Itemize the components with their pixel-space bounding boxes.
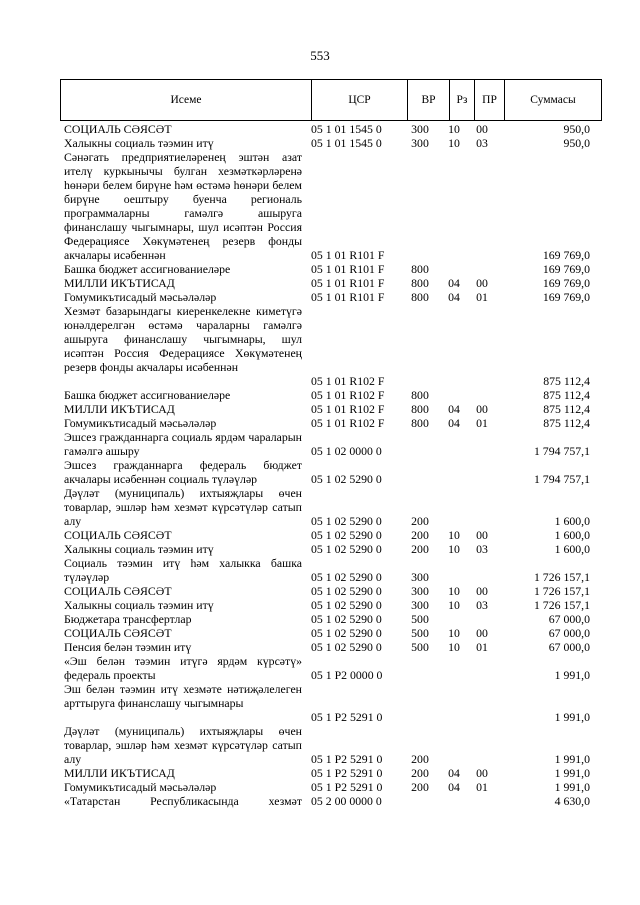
table-row: [0, 542, 640, 556]
row-csr: 05 1 P2 0000 0: [311, 668, 383, 682]
row-vr: 200: [411, 766, 429, 780]
row-vr: 500: [411, 626, 429, 640]
row-sum: 4 630,0: [554, 794, 590, 808]
row-rz: 04: [448, 766, 460, 780]
row-pr: 00: [476, 276, 488, 290]
row-name: Дәүләт (муниципаль) ихтыяҗлары өчен товарлар, эшләр һәм хезмәт күрсәтүләр сатып алу: [64, 724, 302, 766]
row-vr: 800: [411, 262, 429, 276]
row-pr: 01: [476, 416, 488, 430]
row-vr: 300: [411, 136, 429, 150]
row-name: Халыкны социаль тәэмин итү: [64, 136, 214, 150]
row-name: Эшсез гражданнарга федераль бюджет акчалары исәбеннән социаль түләүләр: [64, 458, 302, 486]
table-row: [0, 654, 640, 682]
row-csr: 05 1 02 5290 0: [311, 528, 382, 542]
row-sum: 1 991,0: [554, 766, 590, 780]
table-row: [0, 262, 640, 276]
row-csr: 05 1 01 1545 0: [311, 122, 382, 136]
row-rz: 04: [448, 402, 460, 416]
row-pr: 00: [476, 402, 488, 416]
row-rz: 10: [448, 122, 460, 136]
row-csr: 05 1 01 R102 F: [311, 388, 385, 402]
table-row: [0, 626, 640, 640]
row-sum: 1 726 157,1: [533, 598, 590, 612]
table-row: [0, 556, 640, 584]
row-pr: 03: [476, 542, 488, 556]
row-pr: 03: [476, 136, 488, 150]
row-csr: 05 1 P2 5291 0: [311, 710, 383, 724]
row-pr: 01: [476, 640, 488, 654]
row-vr: 300: [411, 570, 429, 584]
row-csr: 05 1 01 R101 F: [311, 248, 385, 262]
row-sum: 67 000,0: [548, 640, 590, 654]
table-row: [0, 122, 640, 136]
table-row: [0, 682, 640, 724]
row-pr: 00: [476, 766, 488, 780]
row-sum: 169 769,0: [542, 276, 590, 290]
row-csr: 05 1 01 R101 F: [311, 276, 385, 290]
row-csr: 05 1 01 1545 0: [311, 136, 382, 150]
row-sum: 1 794 757,1: [533, 444, 590, 458]
row-rz: 04: [448, 416, 460, 430]
row-csr: 05 1 02 0000 0: [311, 444, 382, 458]
row-csr: 05 1 P2 5291 0: [311, 780, 383, 794]
row-rz: 10: [448, 542, 460, 556]
row-sum: 1 726 157,1: [533, 584, 590, 598]
row-name: СОЦИАЛЬ СӘЯСӘТ: [64, 122, 172, 136]
row-name: Социаль тәэмин итү һәм халыкка башка түләүләр: [64, 556, 302, 584]
row-vr: 200: [411, 528, 429, 542]
row-sum: 875 112,4: [543, 416, 590, 430]
row-csr: 05 1 02 5290 0: [311, 542, 382, 556]
row-vr: 800: [411, 402, 429, 416]
header-csr: ЦСР: [311, 80, 407, 120]
row-csr: 05 1 02 5290 0: [311, 640, 382, 654]
row-sum: 1 991,0: [554, 668, 590, 682]
row-rz: 04: [448, 290, 460, 304]
row-pr: 00: [476, 584, 488, 598]
row-sum: 1 991,0: [554, 752, 590, 766]
table-row: [0, 640, 640, 654]
row-vr: 200: [411, 780, 429, 794]
table-body: [0, 122, 640, 808]
table-row: [0, 388, 640, 402]
row-csr: 05 1 P2 5291 0: [311, 766, 383, 780]
row-pr: 03: [476, 598, 488, 612]
table-row: [0, 794, 640, 808]
table-row: [0, 584, 640, 598]
table-row: [0, 528, 640, 542]
row-name: Сәнәгать предприятиеләренең эштән азат ителү куркынычы булган хезмәткәрләренә һөнәри белем бирүне һәм өстәмә һөнәри белем бирүне оештыру буенча региональ программаларны гамәлгә ашыруга финанслашу чыгымнары, шул исәптән Россия Федерациясе Хөкүмәтенең резерв фонды акчалары исәбеннән: [64, 150, 302, 262]
row-rz: 10: [448, 528, 460, 542]
row-csr: 05 1 02 5290 0: [311, 514, 382, 528]
row-name: МИЛЛИ ИКЪТИСАД: [64, 276, 175, 290]
row-sum: 1 726 157,1: [533, 570, 590, 584]
row-sum: 169 769,0: [542, 262, 590, 276]
row-csr: 05 1 01 R101 F: [311, 290, 385, 304]
row-sum: 1 600,0: [554, 528, 590, 542]
row-vr: 300: [411, 598, 429, 612]
row-name: Пенсия белән тәэмин итү: [64, 640, 192, 654]
table-row: [0, 780, 640, 794]
row-csr: 05 1 P2 5291 0: [311, 752, 383, 766]
row-rz: 10: [448, 626, 460, 640]
table-row: [0, 402, 640, 416]
row-sum: 1 991,0: [554, 780, 590, 794]
row-csr: 05 1 01 R101 F: [311, 262, 385, 276]
header-vr: ВР: [407, 80, 449, 120]
table-row: [0, 290, 640, 304]
row-pr: 01: [476, 290, 488, 304]
row-sum: 875 112,4: [543, 402, 590, 416]
row-sum: 875 112,4: [543, 374, 590, 388]
row-name: Гомумикътисадый мәсьәләләр: [64, 780, 217, 794]
row-csr: 05 1 02 5290 0: [311, 584, 382, 598]
row-rz: 10: [448, 640, 460, 654]
row-sum: 1 600,0: [554, 542, 590, 556]
row-name: Башка бюджет ассигнованиеләре: [64, 262, 231, 276]
row-name: Халыкны социаль тәэмин итү: [64, 598, 214, 612]
header-sum: Суммасы: [504, 80, 601, 120]
row-vr: 200: [411, 542, 429, 556]
row-csr: 05 1 02 5290 0: [311, 570, 382, 584]
row-csr: 05 1 02 5290 0: [311, 626, 382, 640]
table-row: [0, 136, 640, 150]
table-row: [0, 150, 640, 262]
row-vr: 800: [411, 416, 429, 430]
table-row: [0, 458, 640, 486]
row-vr: 800: [411, 388, 429, 402]
row-name: Гомумикътисадый мәсьәләләр: [64, 290, 217, 304]
row-vr: 300: [411, 122, 429, 136]
row-sum: 67 000,0: [548, 626, 590, 640]
row-rz: 10: [448, 598, 460, 612]
row-pr: 00: [476, 528, 488, 542]
table-row: [0, 430, 640, 458]
row-rz: 10: [448, 584, 460, 598]
row-sum: 875 112,4: [543, 388, 590, 402]
row-name: Халыкны социаль тәэмин итү: [64, 542, 214, 556]
row-vr: 200: [411, 752, 429, 766]
row-name: Гомумикътисадый мәсьәләләр: [64, 416, 217, 430]
table-row: [0, 416, 640, 430]
row-sum: 950,0: [563, 122, 590, 136]
table-row: [0, 724, 640, 766]
row-sum: 1 991,0: [554, 710, 590, 724]
row-vr: 800: [411, 290, 429, 304]
row-vr: 200: [411, 514, 429, 528]
row-name: Башка бюджет ассигнованиеләре: [64, 388, 231, 402]
row-name: Эш белән тәэмин итү хезмәте нәтиҗәлелеген арттыруга финанслашу чыгымнары: [64, 682, 302, 710]
row-csr: 05 1 02 5290 0: [311, 472, 382, 486]
row-sum: 1 794 757,1: [533, 472, 590, 486]
row-name: МИЛЛИ ИКЪТИСАД: [64, 402, 175, 416]
row-name: МИЛЛИ ИКЪТИСАД: [64, 766, 175, 780]
row-sum: 169 769,0: [542, 248, 590, 262]
row-csr: 05 1 01 R102 F: [311, 374, 385, 388]
row-name: Эшсез гражданнарга социаль ярдәм чараларын гамәлгә ашыру: [64, 430, 302, 458]
row-name: СОЦИАЛЬ СӘЯСӘТ: [64, 528, 172, 542]
row-vr: 500: [411, 612, 429, 626]
row-sum: 169 769,0: [542, 290, 590, 304]
table-header: [60, 79, 602, 121]
header-pr: ПР: [474, 80, 504, 120]
row-sum: 67 000,0: [548, 612, 590, 626]
row-csr: 05 1 01 R102 F: [311, 416, 385, 430]
row-name: Дәүләт (муниципаль) ихтыяҗлары өчен товарлар, эшләр һәм хезмәт күрсәтүләр сатып алу: [64, 486, 302, 528]
row-csr: 05 1 02 5290 0: [311, 598, 382, 612]
row-rz: 04: [448, 780, 460, 794]
row-name: «Эш белән тәэмин итүгә ярдәм күрсәтү» федераль проекты: [64, 654, 302, 682]
row-name: СОЦИАЛЬ СӘЯСӘТ: [64, 626, 172, 640]
row-csr: 05 1 01 R102 F: [311, 402, 385, 416]
row-name: СОЦИАЛЬ СӘЯСӘТ: [64, 584, 172, 598]
table-row: [0, 612, 640, 626]
row-vr: 800: [411, 276, 429, 290]
row-csr: 05 1 02 5290 0: [311, 612, 382, 626]
table-row: [0, 304, 640, 388]
table-row: [0, 486, 640, 528]
row-vr: 300: [411, 584, 429, 598]
row-pr: 01: [476, 780, 488, 794]
row-sum: 950,0: [563, 136, 590, 150]
page-number: 553: [310, 48, 330, 63]
table-row: [0, 276, 640, 290]
row-rz: 04: [448, 276, 460, 290]
row-rz: 10: [448, 136, 460, 150]
row-name: «Татарстан Республикасында хезмәт: [64, 794, 302, 808]
header-name: Исеме: [170, 94, 202, 106]
table-row: [0, 598, 640, 612]
row-pr: 00: [476, 122, 488, 136]
row-name: Хезмәт базарындагы киеренкелекне киметүгә юнәлдерелгән өстәмә чараларны гамәлгә ашыруга финанслашу чыгымнары, шул исәптән Россия Федерациясе Хөкүмәтенең резерв фонды акчалары исәбеннән: [64, 304, 302, 374]
row-csr: 05 2 00 0000 0: [311, 794, 382, 808]
table-row: [0, 766, 640, 780]
row-pr: 00: [476, 626, 488, 640]
header-rz: Рз: [449, 80, 474, 120]
row-sum: 1 600,0: [554, 514, 590, 528]
row-name: Бюджетара трансфертлар: [64, 612, 192, 626]
row-vr: 500: [411, 640, 429, 654]
